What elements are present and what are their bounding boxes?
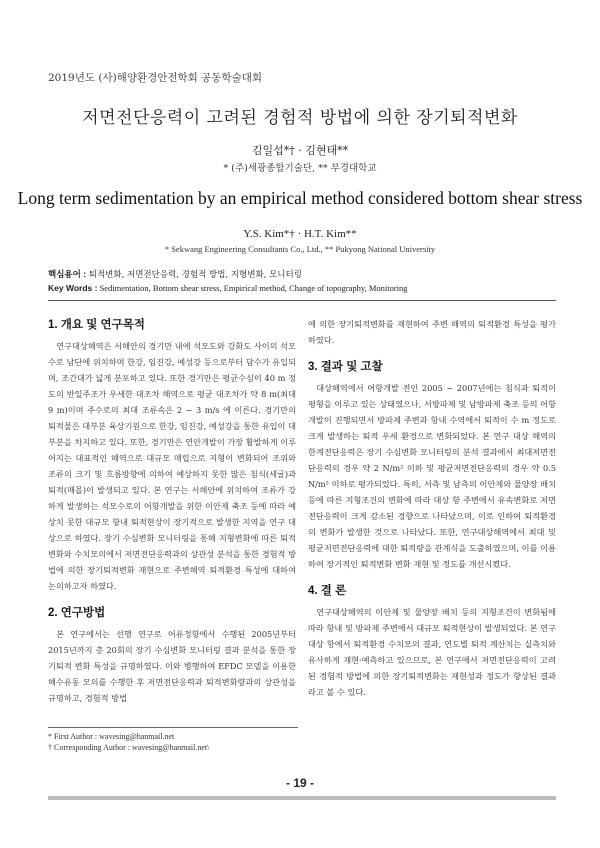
left-column	[48, 316, 296, 706]
english-keywords	[48, 283, 558, 293]
section-1-paragraph: 연구대상해역은 서해안의 경기만 내에 석모도와 강화도 사이의 석모수로 남단에 위치하며 한강, 임진강, 예성강 등으로부터 담수가 유입되며, 조간대가 넓게 분포하고 있다. 또한 경기만은 평균수심이 40 m 정도의 반일주조가 우세한 대조차 해역으로 평균 대조차가 약 8 m(최대 9 m)이며 주수로의 최대 조류속은 2 ~ 3 m/s 에 이른다. 경기만의 퇴적물은 대부분 육상기원으로 한강, 임진강, 예성강을 통한 유입이 대부분을 차지하고 있다. 또한, 경기만은 연안개발이 가장 활발하게 이루어지는 대표적인 해역으로 대규모 매립으로 지형이 변화되어 조위와 조류의 크기 및 흐름방향에 의하여 예상하지 못한 많은 침식(세굴)과 퇴적(매몰)이 발생되고 있다. 본 연구는 서해안에 위치하여 조류가 강하게 발생하는 석모수로의 어항개발을 위한 이안제 축조 등에 따라 예상치 못한 대규모 항내 퇴적현상이 장기적으로 발생한 지역을 연구 대상으로 하였다. 장기 수심변화 모니터링을 통해 지형변화에 따른 퇴적변화와 수치모의에서 저면전단응력과의 상관성 분석을 통한 경험적 방법에 의한 장기퇴적변화 재현으로 주변해역 퇴적환경 특성에 대하여 논의하고자 하였다.	[48, 341, 296, 591]
section-1-heading: 1. 개요 및 연구목적	[48, 319, 145, 331]
footnotes	[48, 727, 298, 753]
korean-authors: 김일섭*† · 김현태**	[251, 144, 349, 157]
section-2-heading: 2. 연구방법	[48, 607, 106, 619]
section-3-heading: 3. 결과 및 고찰	[308, 361, 383, 373]
page-number: - 19 -	[285, 776, 314, 790]
english-keywords-label: Key Words :	[48, 283, 98, 293]
keywords-divider	[48, 300, 556, 301]
footnote-corresponding-author: † Corresponding Author : wavesing@hanmail.net\	[48, 743, 210, 752]
conference-header: 2019년도 (사)해양환경안전학회 공동학술대회	[48, 72, 263, 84]
english-authors: Y.S. Kim*† · H.T. Kim**	[243, 228, 357, 240]
right-column	[308, 316, 556, 700]
section-2-continuation: 에 의한 장기퇴적변화를 재현하여 주변 해역의 퇴적환경 특성을 평가하였다.	[308, 319, 556, 345]
section-3-paragraph: 대상해역에서 어항개발 전인 2005 ~ 2007년에는 침식과 퇴적이 평형을 이루고 있는 상태였으나, 서방파제 및 남방파제 축조 등의 어항개발이 진행되면서 방파제 주변과 항내 수역에서 퇴적이 수 m 정도로 크게 발생하는 퇴적 우세 환경으로 변화되었다. 본 연구 대상 해역의 한계전단응력은 장기 수심변화 모니터링의 분석 결과에서 최대저면전단응력의 경우 약 2 N/m² 이하 및 평균저면전단응력의 경우 약 0.5 N/m² 이하로 평가되었다. 특히, 서측 및 남측의 이안제와 물양장 배치 등에 따른 지형조건의 변화에 따라 대상 항 주변에서 유속변화로 저면전단응력이 크게 감소된 경향으로 나타났으며, 이로 인하여 퇴적환경의 변화가 발생한 것으로 나타났다. 또한, 연구대상해역에서 최대 및 평균저면전단응력에 대한 퇴적량을 관계식을 도출하였으며, 이를 이용하여 장기적인 퇴적변화 변화 재현 및 정도를 개선시켰다.	[308, 383, 556, 569]
korean-keywords-label: 핵심용어 :	[48, 269, 87, 279]
korean-keywords-text: 퇴적변화, 저면전단응력, 경험적 방법, 지형변화, 모니터링	[88, 270, 302, 280]
footnote-first-author: * First Author : wavesing@hanmail.net	[48, 732, 175, 741]
korean-keywords	[48, 268, 558, 280]
english-affiliation: * Sekwang Engineering Consultants Co., Ltd., ** Pukyong National University	[164, 244, 436, 254]
english-title: Long term sedimentation by an empirical method considered bottom shear stress	[17, 188, 583, 208]
korean-title: 저면전단응력이 고려된 경험적 방법에 의한 장기퇴적변화	[82, 108, 518, 128]
korean-affiliation: * (주)세광종합기술단, ** 부경대학교	[223, 163, 377, 174]
footer-rule	[48, 796, 556, 800]
section-4-heading: 4. 결 론	[308, 585, 347, 597]
english-keywords-text: Sedimentation, Bottom shear stress, Empirical method, Change of topography, Monitoring	[99, 283, 408, 293]
section-4-paragraph: 연구대상해역의 이안제 및 물양장 배치 등의 지형조건이 변화됨에 따라 항내 및 방파제 주변에서 대규모 퇴적현상이 발생되었다. 본 연구 대상 항에서 퇴적환경 수치모의 결과, 연도별 퇴적 계산치는 실측치와 유사하게 재현·예측하고 있으므로, 본 연구에서 저면전단응력이 고려된 경험적 방법에 의한 장기퇴적변화는 재현성과 정도가 향상된 결과라고 볼 수 있다.	[308, 607, 556, 697]
section-2-paragraph: 본 연구에서는 선행 연구로 어유정항에서 수행된 2005년부터 2015년까지 총 20회의 장기 수심변화 모니터링 결과 분석을 통한 장기퇴적 변화 특성을 규명하였다. 이와 병행하여 EFDC 모델을 이용한 해수유동 모의를 수행한 후 저면전단응력과 퇴적변화량과의 상관성을 규명하고, 경험적 방법	[48, 629, 296, 703]
